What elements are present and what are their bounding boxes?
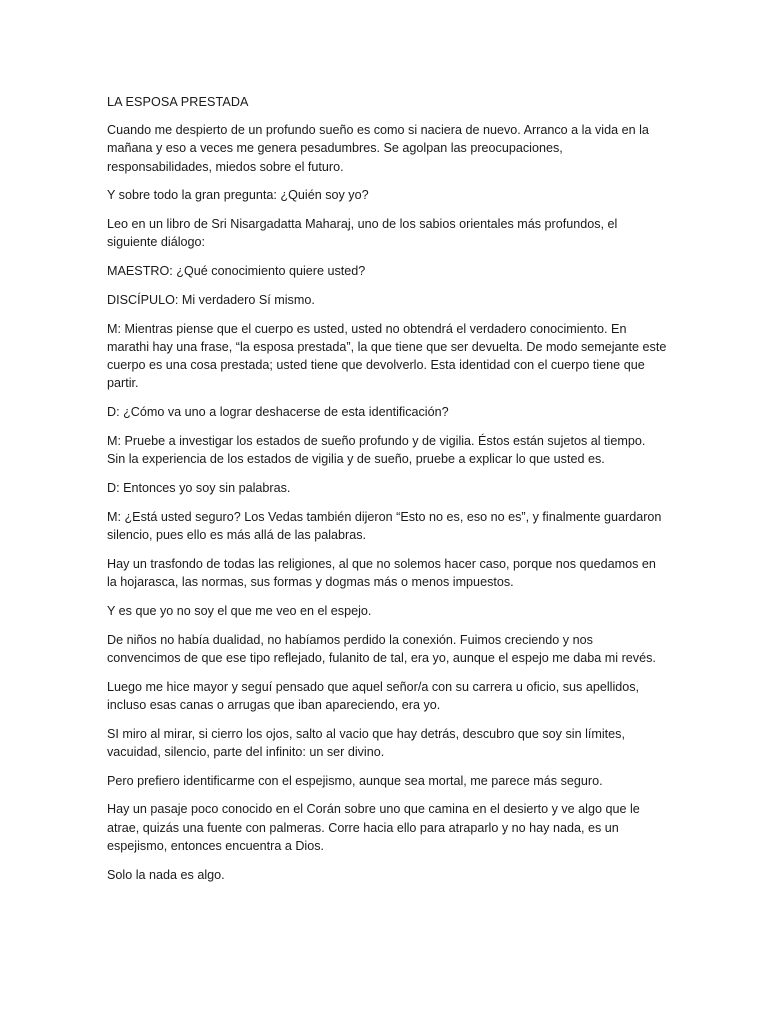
paragraph-8: M: Pruebe a investigar los estados de sueño profundo y de vigilia. Éstos están sujetos al tiempo. Sin la experiencia de los estados de vigilia y de sueño, pruebe a explicar lo que usted es.	[107, 434, 646, 467]
paragraph-12: Y es que yo no soy el que me veo en el espejo.	[107, 603, 372, 618]
document-body	[107, 93, 667, 894]
document-title: LA ESPOSA PRESTADA	[107, 95, 249, 109]
paragraph-10: M: ¿Está usted seguro? Los Vedas también dijeron “Esto no es, eso no es”, y finalmente guardaron silencio, pues ello es más allá de las palabras.	[107, 509, 662, 542]
paragraph-5: DISCÍPULO: Mi verdadero Sí mismo.	[107, 293, 315, 307]
paragraph-3: Leo en un libro de Sri Nisargadatta Maharaj, uno de los sabios orientales más profundos, el siguiente diálogo:	[107, 217, 618, 250]
paragraph-9: D: Entonces yo soy sin palabras.	[107, 481, 291, 495]
paragraph-17: Hay un pasaje poco conocido en el Corán sobre uno que camina en el desierto y ve algo que le atrae, quizás una fuente con palmeras. Corre hacia ello para atraparlo y no hay nada, es un espejismo, entonces encuentra a Dios.	[107, 802, 640, 853]
paragraph-15: SI miro al mirar, si cierro los ojos, salto al vacio que hay detrás, descubro que soy sin límites, vacuidad, silencio, parte del infinito: un ser divino.	[107, 726, 625, 759]
paragraph-7: D: ¿Cómo va uno a lograr deshacerse de esta identificación?	[107, 405, 449, 420]
paragraph-11: Hay un trasfondo de todas las religiones, al que no solemos hacer caso, porque nos quedamos en la hojarasca, las normas, sus formas y dogmas más o menos impuestos.	[107, 556, 656, 589]
paragraph-16: Pero prefiero identificarme con el espejismo, aunque sea mortal, me parece más seguro.	[107, 773, 603, 788]
paragraph-6: M: Mientras piense que el cuerpo es usted, usted no obtendrá el verdadero conocimiento. En marathi hay una frase, “la esposa prestada”, la que tiene que ser devuelta. De modo semejante este cuerpo es una cosa prestada; usted tiene que devolverlo. Esta identidad con el cuerpo tiene que partir.	[107, 321, 667, 391]
paragraph-1: Cuando me despierto de un profundo sueño es como si naciera de nuevo. Arranco a la vida en la mañana y eso a veces me genera pesadumbres. Se agolpan las preocupaciones, responsabilidades, miedos sobre el futuro.	[107, 123, 649, 174]
paragraph-18: Solo la nada es algo.	[107, 867, 225, 882]
paragraph-2: Y sobre todo la gran pregunta: ¿Quién soy yo?	[107, 188, 369, 203]
paragraph-4: MAESTRO: ¿Qué conocimiento quiere usted?	[107, 264, 366, 279]
paragraph-13: De niños no había dualidad, no habíamos perdido la conexión. Fuimos creciendo y nos convencimos de que ese tipo reflejado, fulanito de tal, era yo, aunque el espejo me daba mi revés.	[107, 632, 656, 665]
paragraph-14: Luego me hice mayor y seguí pensado que aquel señor/a con su carrera u oficio, sus apellidos, incluso esas canas o arrugas que iban apareciendo, era yo.	[107, 679, 640, 712]
